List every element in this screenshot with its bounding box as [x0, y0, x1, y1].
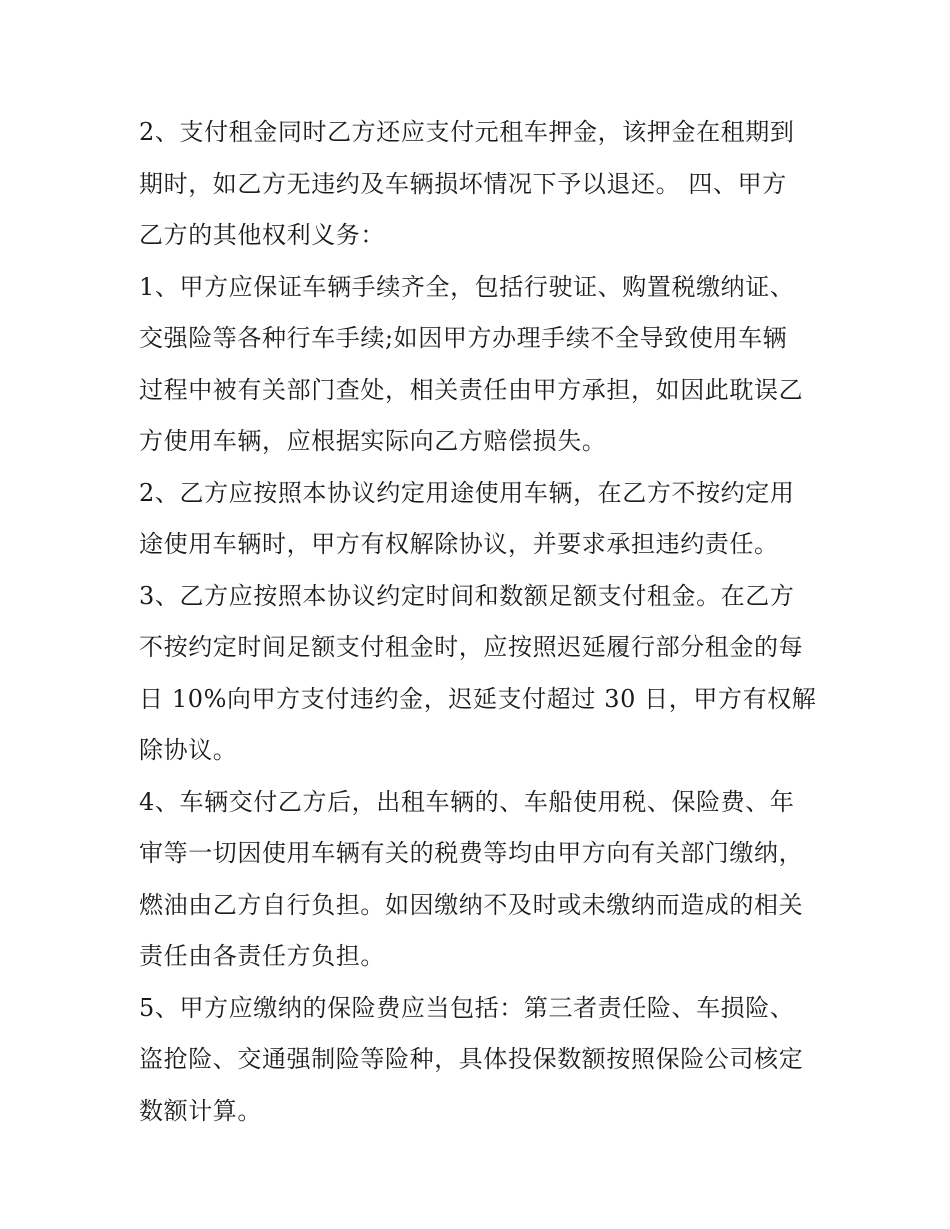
text-line: 责任由各责任方负担。 [139, 942, 385, 970]
text-line: 不按约定时间足额支付租金时，应按照迟延履行部分租金的每 [139, 633, 804, 661]
text-line: 交强险等各种行车手续;如因甲方办理手续不全导致使用车辆 [139, 324, 788, 352]
text-line: 方使用车辆，应根据实际向乙方赔偿损失。 [139, 427, 607, 455]
document-body [139, 107, 819, 1137]
text-line: 盗抢险、交通强制险等险种，具体投保数额按照保险公司核定 [139, 1045, 804, 1073]
text-line: 5、甲方应缴纳的保险费应当包括：第三者责任险、车损险、 [139, 993, 795, 1022]
text-line: 乙方的其他权利义务： [139, 221, 385, 249]
text-line: 2、乙方应按照本协议约定用途使用车辆，在乙方不按约定用 [139, 478, 795, 507]
text-line: 日 10%向甲方支付违约金，迟延支付超过 30 日，甲方有权解 [139, 684, 817, 713]
text-line: 数额计算。 [139, 1096, 262, 1125]
text-line: 审等一切因使用车辆有关的税费等均由甲方向有关部门缴纳， [139, 839, 804, 867]
text-line: 途使用车辆时，甲方有权解除协议，并要求承担违约责任。 [139, 530, 779, 558]
text-line: 2、支付租金同时乙方还应支付元租车押金，该押金在租期到 [139, 118, 795, 146]
text-line: 燃油由乙方自行负担。如因缴纳不及时或未缴纳而造成的相关 [139, 890, 804, 919]
text-line: 3、乙方应按照本协议约定时间和数额足额支付租金。在乙方 [139, 581, 795, 610]
text-line: 期时，如乙方无违约及车辆损坏情况下予以退还。 四、甲方 [139, 169, 787, 198]
text-line: 过程中被有关部门查处，相关责任由甲方承担，如因此耽误乙 [139, 375, 804, 404]
text-line: 4、车辆交付乙方后，出租车辆的、车船使用税、保险费、年 [139, 787, 795, 816]
text-line: 除协议。 [139, 736, 238, 764]
text-line: 1、甲方应保证车辆手续齐全，包括行驶证、购置税缴纳证、 [139, 272, 795, 301]
